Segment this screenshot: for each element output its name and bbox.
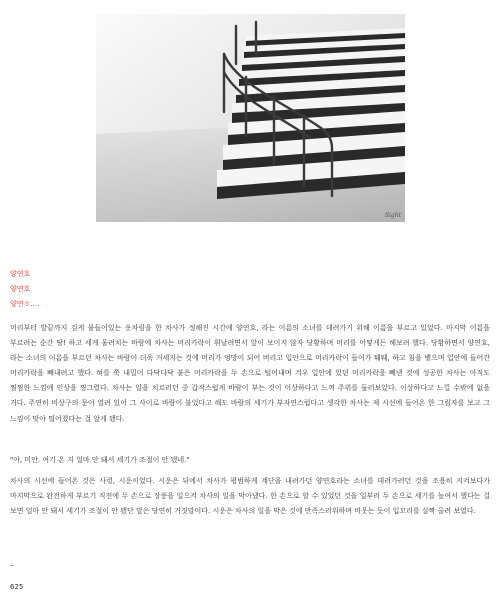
red-line: 양연ㅎ…. [10,300,40,308]
page-number: 625 [10,583,24,591]
red-line: 양연호 [10,285,31,293]
red-line: 양연호 [10,270,31,278]
staircase-illustration [96,14,405,222]
red-dialogue-lines [10,267,40,312]
body-paragraph: 머리부터 발끝까지 검게 물들어있는 옷차림을 한 차사가 정해진 시간에 양연호, 라는 이름의 소녀를 데려가기 위해 이름을 부르고 있었다. 마지막 이름을 부르려는 순간 땅! 하고 세게 울려치는 바람에 차사는 머리카락이 휘날려면서 앞이 보이지 않자 당황하며 머리를 어떻게든 해보려 했다. 당황하면서 양연호, 라는 소녀의 이름을 부르던 차사는 바람이 더욱 거세지는 것에 머리가 엉망이 되어 버리고 입안으로 머리카락이 들어가 퉤퉤, 하고 침을 뱉으며 입안에 들어간 머리카락을 빼내려고 했다. 혀를 쭉 내밀어 다닥다닥 붙은 머리카락을 두 손으로 털어내며 겨우 입안에 있던 머리카락을 빼낸 것에 성공한 차사는 아직도 찜찜한 느낌에 인상을 찡그렸다. 차사는 일을 치르러던 중 갑작스럽게 바람이 부는 것이 이상하다고 느껴 주위를 둘러보았다. 이상하다고 느낄 수밖에 없을 거다. 주연히 비상구의 문이 열려 있어 그 사이로 바람이 불었다고 해도 바람의 세기가 부자연스럽다고 생각한 차사는 제 시선에 들어온 한 그림자를 보고 그 느낌이 맞아 떨어졌다는 걸 알게 됐다. [10,324,490,423]
body-paragraph: 차사의 시선에 들어온 것은 사령, 시운이었다. 시운은 뒤에서 차사가 평범하게 계단을 내려가던 양연호라는 소녀를 데려가려던 것을 조용히 지켜보다가 마지막으로 완전하게 부르기 직전에 두 손으로 장풍을 일으켜 차사의 일을 막아냈다. 한 손으로 할 수 있었던 것을 일부러 두 손으로 세기를 높여서 했다는 걸 보면 얼마 안 돼서 세기가 조절이 안 됐단 말은 당연히 거짓말이다. 시운은 차사의 일을 막은 것에 만족스러워하며 비웃는 듯이 입꼬리를 살짝 올려 보였다. [10,477,490,516]
dialogue-paragraph: "아, 미안. 여기 온 지 얼마 안 돼서 세기가 조절이 안 됐네." [10,456,190,464]
photo-signature: Sight [384,212,401,219]
footer-dash: – [10,561,14,569]
staircase-photo [96,14,405,222]
